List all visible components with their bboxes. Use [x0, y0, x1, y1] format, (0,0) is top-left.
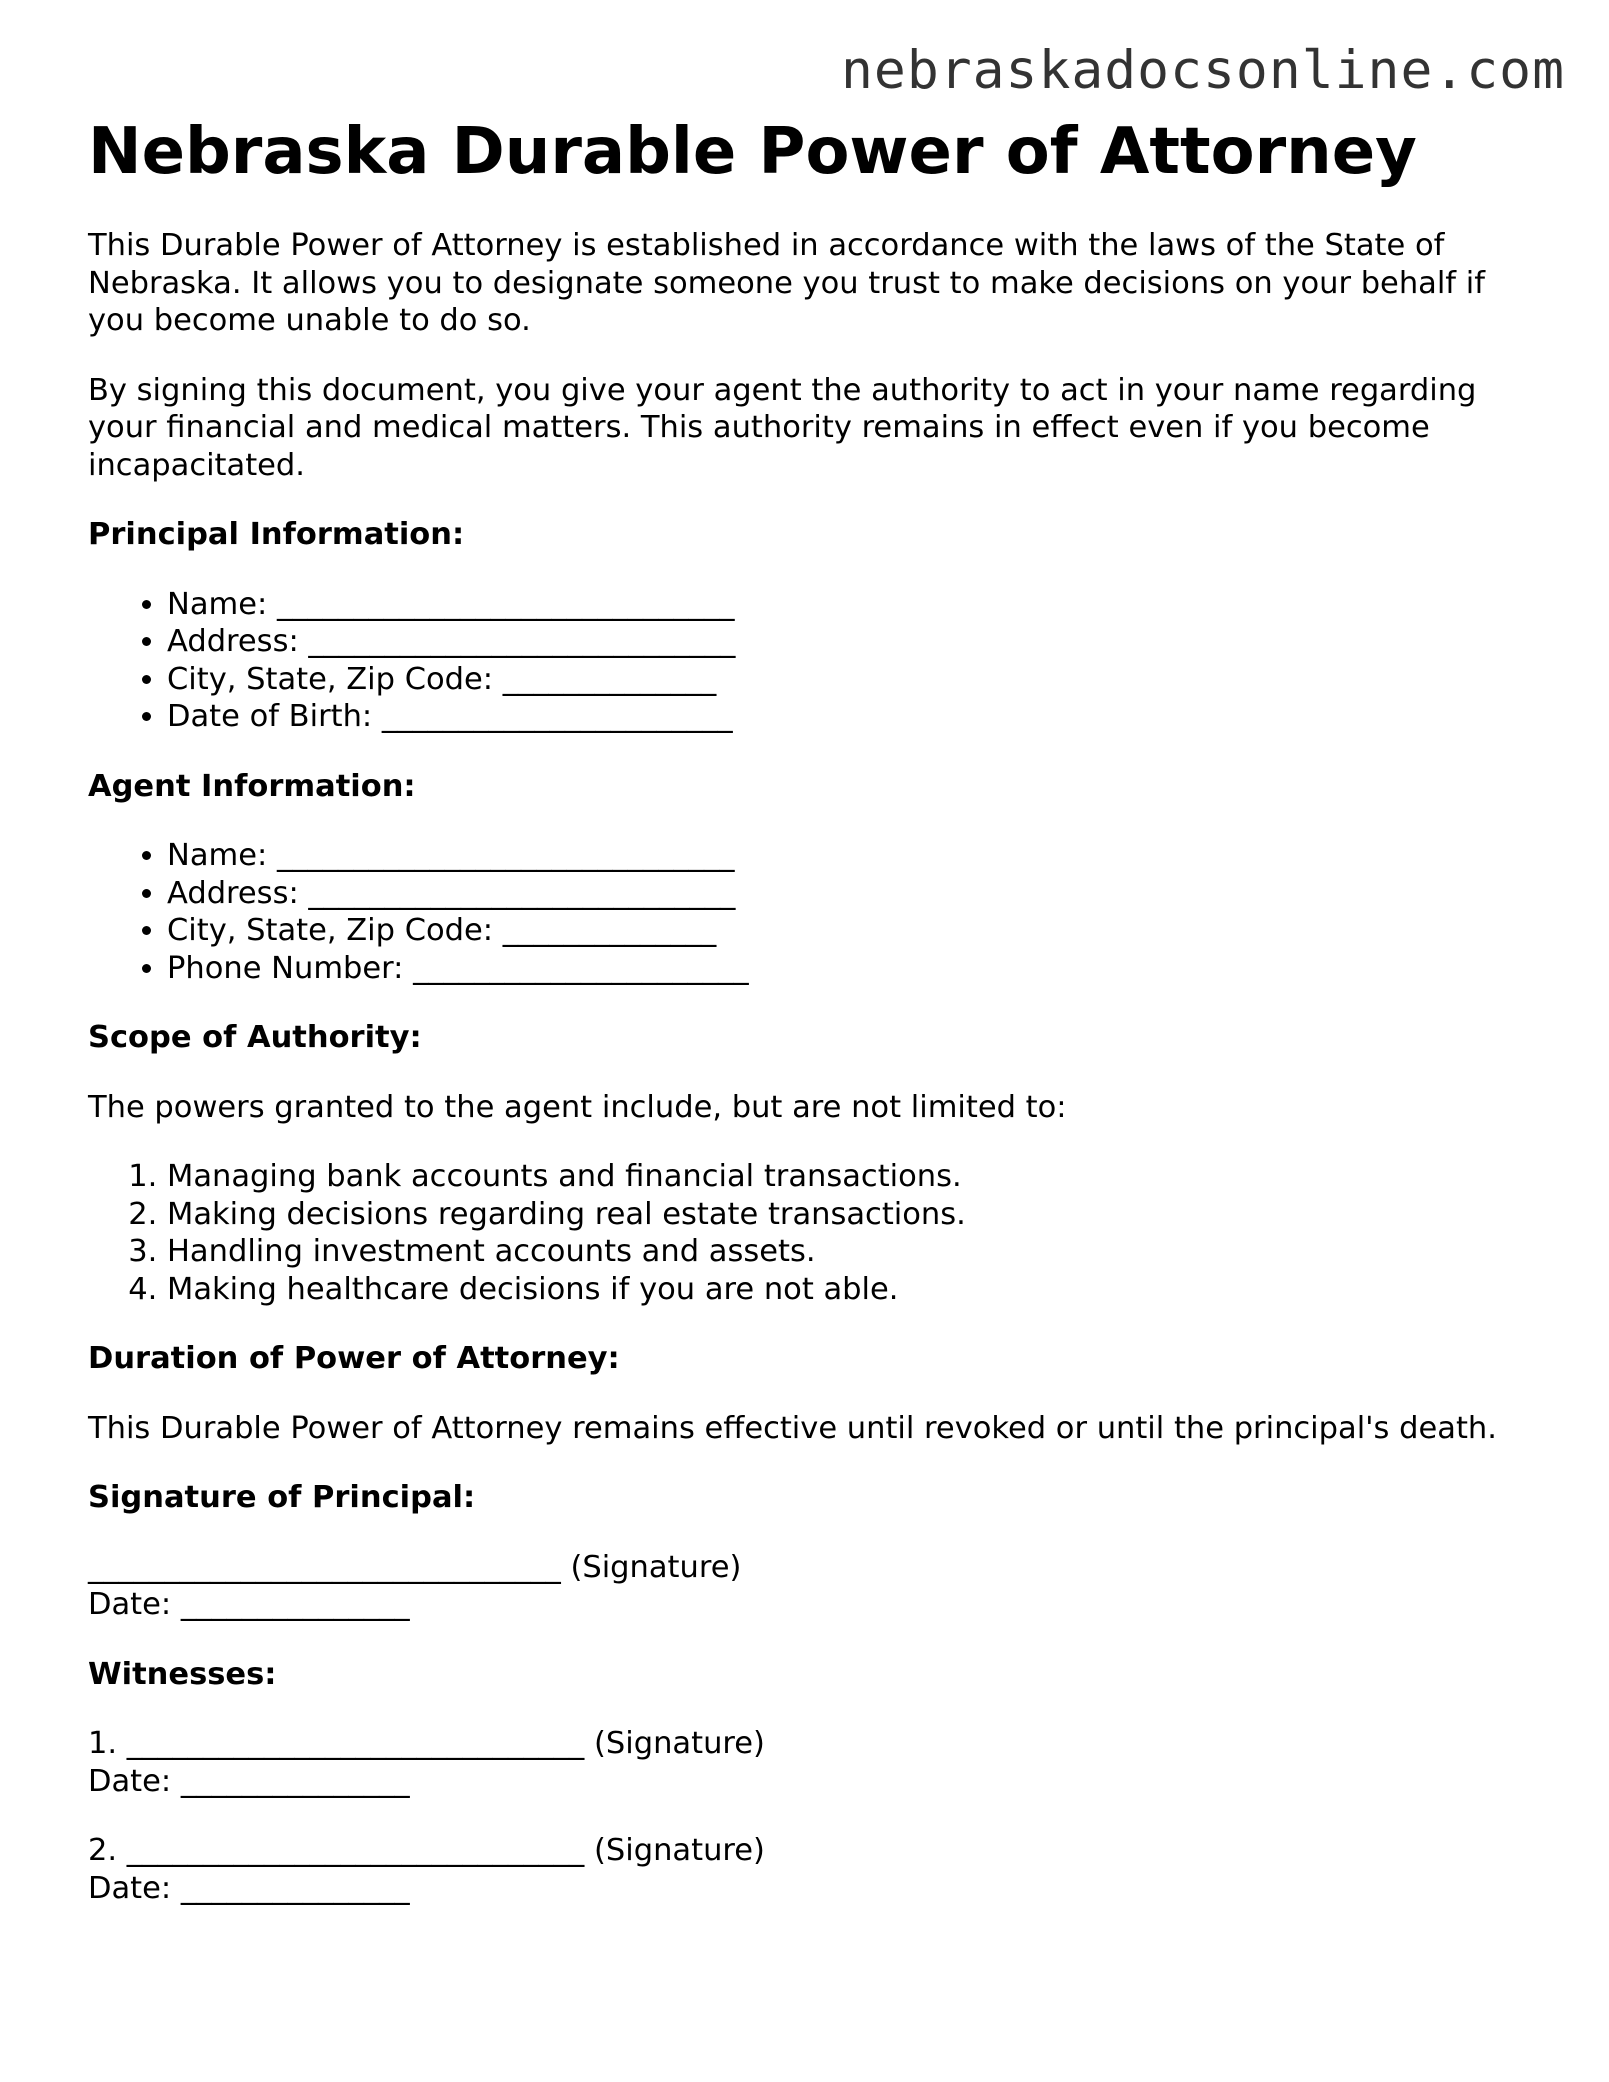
principal-name-field[interactable]: • Name: ______________________________: [167, 586, 1528, 624]
intro-paragraph-1: This Durable Power of Attorney is established in accordance with the laws of the State of Nebraska. It allows you to designate someone you trust to make decisions on your behalf if you become unable to do so.: [88, 228, 1485, 338]
scope-text: The powers granted to the agent include, but are not limited to:: [88, 1089, 1067, 1125]
document-page: [88, 112, 1528, 1907]
witness-1-signature-line[interactable]: 1. ______________________________ (Signature): [88, 1726, 765, 1761]
principal-signature-line[interactable]: _______________________________ (Signature): [88, 1549, 742, 1585]
agent-city-state-zip-field[interactable]: • City, State, Zip Code: ______________: [167, 912, 1528, 950]
agent-address-field[interactable]: • Address: ____________________________: [167, 875, 1528, 913]
watermark-text: nebraskadocsonline.com: [841, 40, 1565, 101]
witness-2-date[interactable]: Date: _______________: [88, 1870, 410, 1906]
scope-item: 2. Making decisions regarding real estate transactions.: [167, 1196, 1528, 1234]
principal-signature-date[interactable]: Date: _______________: [88, 1587, 410, 1622]
agent-phone-field[interactable]: • Phone Number: ______________________: [167, 950, 1528, 988]
principal-info-list: [88, 586, 1528, 736]
witnesses-heading: Witnesses:: [88, 1656, 277, 1692]
duration-heading: Duration of Power of Attorney:: [88, 1341, 620, 1376]
agent-name-field[interactable]: • Name: ______________________________: [167, 837, 1528, 875]
witness-2-signature-line[interactable]: 2. ______________________________ (Signature): [88, 1833, 765, 1868]
witness-1-date[interactable]: Date: _______________: [88, 1763, 410, 1799]
duration-text: This Durable Power of Attorney remains effective until revoked or until the principal's death.: [88, 1410, 1497, 1446]
scope-item: 1. Managing bank accounts and financial transactions.: [167, 1158, 1528, 1196]
principal-info-heading: Principal Information:: [88, 517, 465, 552]
document-title: Nebraska Durable Power of Attorney: [88, 115, 1417, 189]
principal-address-field[interactable]: • Address: ____________________________: [167, 623, 1528, 661]
scope-item: 3. Handling investment accounts and assets.: [167, 1233, 1528, 1271]
principal-dob-field[interactable]: • Date of Birth: _______________________: [167, 698, 1528, 736]
principal-signature-heading: Signature of Principal:: [88, 1480, 476, 1515]
agent-info-heading: Agent Information:: [88, 768, 416, 804]
scope-list: [88, 1158, 1528, 1308]
scope-item: 4. Making healthcare decisions if you are not able.: [167, 1271, 1528, 1309]
principal-city-state-zip-field[interactable]: • City, State, Zip Code: ______________: [167, 661, 1528, 699]
scope-heading: Scope of Authority:: [88, 1020, 422, 1055]
intro-paragraph-2: By signing this document, you give your agent the authority to act in your name regarding your financial and medical matters. This authority remains in effect even if you become incapacitated.: [88, 372, 1477, 483]
agent-info-list: [88, 837, 1528, 987]
